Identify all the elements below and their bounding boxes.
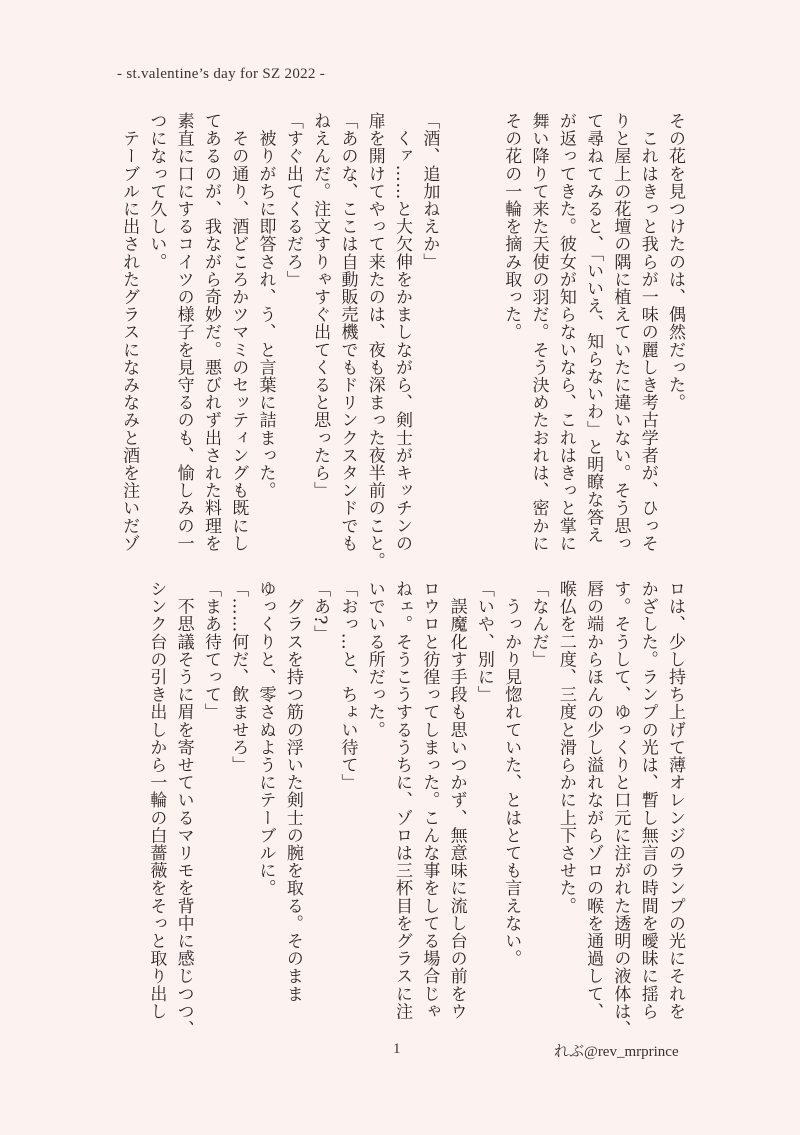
text-line: 「すぐ出てくるだろ」 [282, 112, 303, 288]
text-line: 喉仏を二度、三度と滑らかに上下させた。 [555, 580, 576, 915]
page-header: - st.valentine’s day for SZ 2022 - [117, 66, 326, 82]
lower-text-block [142, 580, 688, 1038]
text-line: 「あ?」 [310, 580, 331, 643]
author-credit: れぶ@rev_mrprince [554, 1044, 679, 1060]
text-line: 「おっ…と、ちょい待て」 [337, 580, 358, 792]
text-line: 「酒、追加ねえか」 [419, 112, 440, 271]
text-line: これはきっと我らが一味の麗しき考古学者が、ひっそ [637, 112, 658, 552]
text-line: て尋ねてみると、「いいえ、知らないわ」と明瞭な答え [583, 112, 604, 544]
text-line: りと屋上の花壇の隅に植えていたに違いない。そう思っ [610, 112, 631, 552]
text-line: 被りがちに即答され、う、と言葉に詰まった。 [255, 112, 276, 500]
text-line: ロは、少し持ち上げて薄オレンジのランプの光にそれを [665, 580, 685, 1020]
page-number: 1 [393, 1041, 401, 1057]
text-line: うっかり見惚れていた、とはとても言えない。 [501, 580, 522, 968]
text-line: その花を見つけたのは、偶然だった。 [665, 112, 685, 412]
text-line: 「なんだ」 [528, 580, 549, 668]
text-line [470, 112, 497, 552]
text-line: 不思議そうに眉を寄せているマリモを背中に感じつつ、 [173, 580, 194, 1038]
text-line: 舞い降りて来た天使の羽だ。そう決めたおれは、密かに [528, 112, 549, 552]
text-line: 素直に口にするコイツの様子を見守るのも、愉しみの一 [173, 112, 194, 552]
text-line: 「いや、別に」 [473, 580, 494, 704]
text-line: 「あのな、ここは自動販売機でもドリンクスタンドでも [337, 112, 358, 552]
text-line: 唇の端からほんの少し溢れながらゾロの喉を通過して、 [583, 580, 604, 1020]
text-line: 誤魔化す手段も思いつかず、無意味に流し台の前をウ [446, 580, 467, 1020]
text-line: ゆっくりと、零さぬようにテーブルに。 [255, 580, 276, 897]
text-line: ロウロと彷徨ってしまった。こんな事をしてる場合じゃ [419, 580, 440, 1020]
text-line: シンク台の引き出しから一輪の白薔薇をそっと取り出し [146, 580, 167, 1020]
text-line [442, 112, 469, 552]
text-line: くァ……と大欠伸をかましながら、剣士がキッチンの [392, 112, 413, 552]
text-line: グラスを持つ筋の浮いた剣士の腕を取る。そのまま [282, 580, 303, 1003]
text-line: てあるのが、我ながら奇妙だ。悪びれず出された料理を [200, 112, 221, 552]
text-line: 扉を開けてやって来たのは、夜も深まった夜半前のこと。 [364, 112, 385, 570]
text-line: いでいる所だった。 [364, 580, 385, 739]
text-line: つになって久しい。 [146, 112, 167, 271]
text-line: かざした。ランプの光は、暫し無言の時間を曖昧に揺ら [637, 580, 658, 1020]
text-line: その通り、酒どころかツマミのセッティングも既にし [228, 112, 249, 552]
text-line: テーブルに出されたグラスになみなみと酒を注いだゾ [119, 112, 140, 552]
upper-text-block [115, 112, 688, 570]
text-line: ねェ。そうこうするうちに、ゾロは三杯目をグラスに注 [392, 580, 413, 1020]
text-line: 「まあ待てって」 [200, 580, 221, 721]
text-line: その花の一輪を摘み取った。 [501, 112, 522, 341]
text-line: 「……何だ、飲ませろ」 [228, 580, 249, 774]
text-line: す。そうして、ゆっくりと口元に注がれた透明の液体は、 [610, 580, 631, 1038]
text-line: が返ってきた。彼女が知らないなら、これはきっと掌に [555, 112, 576, 552]
text-line: ねえんだ。注文すりゃすぐ出てくると思ったら」 [310, 112, 331, 500]
